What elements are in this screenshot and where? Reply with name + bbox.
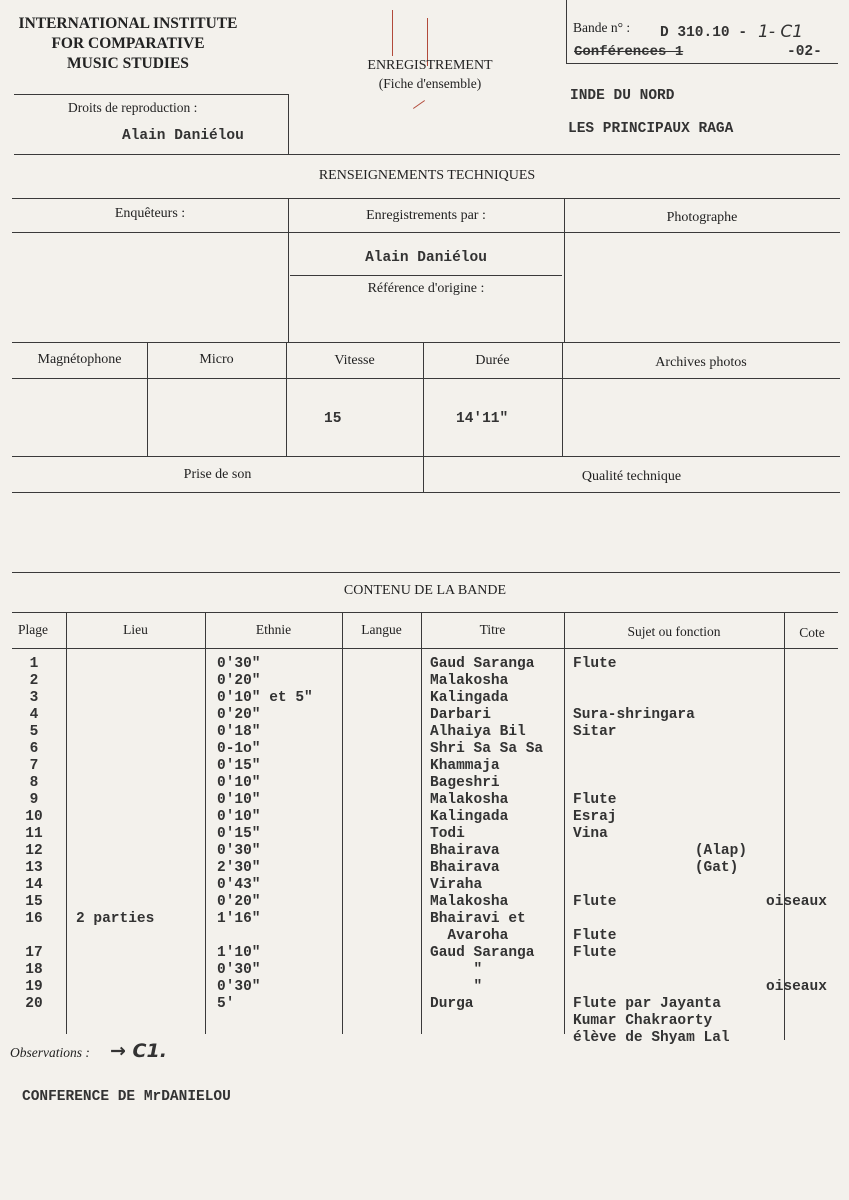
list-item: 7 [29, 758, 39, 774]
list-item: 0'20" [217, 673, 261, 689]
list-item: 9 [29, 792, 39, 808]
list-item: 1'10" [217, 945, 261, 961]
list-item: (Alap) [573, 843, 748, 859]
list-item [573, 979, 783, 996]
sound-capture-label: Prise de son [183, 467, 252, 482]
list-item: Flute [573, 656, 617, 672]
list-item [766, 826, 840, 843]
duration-value: 14'11" [456, 411, 509, 427]
list-item: 10 [25, 809, 43, 825]
ethnie-column [217, 656, 342, 1013]
list-item: Khammaja [430, 758, 500, 774]
subject-line2: LES PRINCIPAUX RAGA [568, 121, 734, 137]
tech-quality-label: Qualité technique [581, 469, 682, 484]
lieu-column [76, 656, 204, 1013]
tape-number: D 310.10 - [660, 25, 748, 41]
list-item: 12 [25, 843, 43, 859]
list-item: " [430, 962, 483, 978]
list-item: 2'30" [217, 860, 261, 876]
list-item [76, 928, 204, 945]
cote-column [766, 656, 840, 1013]
list-item: 0'30" [217, 979, 261, 995]
list-item: Flute par Jayanta [573, 996, 721, 1012]
list-item [76, 979, 204, 996]
tape-hand-number: 1- C1 [758, 22, 804, 42]
form-title-text: ENREGISTREMENT [367, 58, 493, 73]
observations-label: Observations : [10, 1045, 90, 1060]
list-item: Malakosha [430, 792, 509, 808]
list-item: 1 [29, 656, 39, 672]
list-item [766, 690, 840, 707]
speed-value: 15 [324, 411, 342, 427]
list-item: 0'30" [217, 843, 261, 859]
list-item: Todi [430, 826, 465, 842]
list-item: 11 [25, 826, 43, 842]
tape-suffix: -02- [787, 44, 822, 60]
plage-column [14, 656, 54, 1013]
list-item: 17 [25, 945, 43, 961]
col-sujet: Sujet ou fonction [627, 624, 721, 639]
list-item: 4 [29, 707, 39, 723]
list-item: 0'10" et 5" [217, 690, 313, 706]
list-item: 2 [29, 673, 39, 689]
list-item [76, 894, 204, 911]
list-item: 8 [29, 775, 39, 791]
list-item: Alhaiya Bil [430, 724, 526, 740]
investigators-label: Enquêteurs : [114, 206, 186, 221]
list-item: 5' [217, 996, 235, 1012]
list-item [573, 877, 783, 894]
list-item: 18 [25, 962, 43, 978]
list-item [573, 775, 783, 792]
list-item: 0'30" [217, 656, 261, 672]
tape-label: Bande n° : [573, 20, 631, 35]
list-item: 0'10" [217, 809, 261, 825]
list-item: Malakosha [430, 673, 509, 689]
list-item: oiseaux [766, 979, 827, 995]
list-item: (Gat) [573, 860, 739, 876]
list-item: Sura-shringara [573, 707, 695, 723]
list-item: Kalingada [430, 809, 509, 825]
sujet-column [573, 656, 783, 1047]
institute-line3: MUSIC STUDIES [67, 55, 189, 72]
institute-line1: INTERNATIONAL INSTITUTE [18, 15, 238, 32]
rights-label: Droits de reproduction : [68, 100, 198, 115]
list-item: 1'16" [217, 911, 261, 927]
col-cote: Cote [799, 625, 825, 640]
list-item: Bageshri [430, 775, 500, 791]
list-item [573, 673, 783, 690]
list-item: Bhairava [430, 860, 500, 876]
list-item [76, 673, 204, 690]
list-item [76, 656, 204, 673]
list-item: 20 [25, 996, 43, 1012]
list-item: Gaud Saranga [430, 656, 535, 672]
list-item [76, 707, 204, 724]
contents-heading: CONTENU DE LA BANDE [343, 583, 507, 598]
list-item: Malakosha [430, 894, 509, 910]
list-item: élève de Shyam Lal [573, 1030, 730, 1046]
list-item [573, 758, 783, 775]
list-item [766, 860, 840, 877]
list-item: Shri Sa Sa Sa [430, 741, 544, 757]
list-item [573, 690, 783, 707]
list-item [766, 741, 840, 758]
list-item [76, 877, 204, 894]
list-item: 6 [29, 741, 39, 757]
form-title [320, 58, 540, 92]
list-item [76, 690, 204, 707]
photographer-label: Photographe [666, 210, 738, 225]
list-item [76, 741, 204, 758]
list-item [766, 656, 840, 673]
list-item [766, 758, 840, 775]
list-item [766, 945, 840, 962]
list-item [76, 758, 204, 775]
list-item: Bhairava [430, 843, 500, 859]
institute-line2: FOR COMPARATIVE [51, 35, 205, 52]
list-item: oiseaux [766, 894, 827, 910]
list-item [766, 962, 840, 979]
form-subtitle: (Fiche d'ensemble) [378, 76, 482, 91]
list-item: 0'10" [217, 792, 261, 808]
tech-heading: RENSEIGNEMENTS TECHNIQUES [318, 168, 536, 183]
col-lieu: Lieu [123, 622, 148, 637]
observations-text: CONFERENCE DE MrDANIELOU [22, 1089, 231, 1105]
list-item: 0'43" [217, 877, 261, 893]
list-item: Viraha [430, 877, 483, 893]
list-item: Esraj [573, 809, 617, 825]
col-langue: Langue [361, 622, 402, 637]
list-item: 0'15" [217, 826, 261, 842]
list-item: Kumar Chakraorty [573, 1013, 713, 1029]
photo-archives-label: Archives photos [655, 355, 747, 370]
tape-struck-label: Conférences 1 [574, 44, 684, 60]
list-item: " [430, 979, 483, 995]
list-item [76, 843, 204, 860]
list-item: Avaroha [430, 928, 509, 944]
list-item [766, 996, 840, 1013]
list-item [766, 877, 840, 894]
list-item: Kalingada [430, 690, 509, 706]
institute-name [14, 14, 242, 74]
rights-value: Alain Daniélou [122, 128, 244, 144]
list-item: Gaud Saranga [430, 945, 535, 961]
origin-ref-label: Référence d'origine : [367, 281, 485, 296]
subject-line1: INDE DU NORD [570, 88, 675, 104]
list-item: 0'20" [217, 707, 261, 723]
list-item: 14 [25, 877, 43, 893]
list-item [76, 945, 204, 962]
list-item: 0'20" [217, 894, 261, 910]
list-item [76, 775, 204, 792]
list-item [76, 962, 204, 979]
list-item: 19 [25, 979, 43, 995]
list-item [766, 673, 840, 690]
list-item [766, 724, 840, 741]
list-item: 0'15" [217, 758, 261, 774]
recorded-by-label: Enregistrements par : [366, 208, 486, 223]
list-item [573, 962, 783, 979]
list-item: Bhairavi et [430, 911, 526, 927]
list-item [573, 741, 783, 758]
duration-label: Durée [475, 353, 510, 368]
list-item: 16 [25, 911, 43, 927]
list-item [76, 792, 204, 809]
list-item [766, 792, 840, 809]
red-tick [413, 100, 425, 109]
observations-hand: → C1. [110, 1040, 167, 1062]
list-item [766, 809, 840, 826]
list-item [76, 724, 204, 741]
list-item: 0'18" [217, 724, 261, 740]
list-item [14, 928, 54, 945]
recorder-label: Magnétophone [37, 352, 122, 367]
col-plage: Plage [18, 622, 48, 637]
list-item: 2 parties [76, 911, 155, 927]
list-item: 0'10" [217, 775, 261, 791]
list-item: Flute [573, 945, 617, 961]
red-mark-1 [392, 10, 393, 56]
list-item [573, 911, 783, 928]
col-titre: Titre [479, 622, 506, 637]
list-item [766, 775, 840, 792]
list-item: Darbari [430, 707, 491, 723]
list-item [766, 911, 840, 928]
list-item: Vina [573, 826, 608, 842]
list-item [76, 996, 204, 1013]
list-item [766, 928, 840, 945]
list-item: Sitar [573, 724, 617, 740]
list-item: Flute [573, 928, 617, 944]
col-ethnie: Ethnie [255, 622, 292, 637]
list-item: 0'30" [217, 962, 261, 978]
list-item: Flute [573, 792, 617, 808]
list-item: 3 [29, 690, 39, 706]
micro-label: Micro [199, 352, 234, 367]
list-item [217, 928, 342, 945]
recorded-by-value: Alain Daniélou [365, 250, 487, 266]
list-item [76, 826, 204, 843]
list-item [766, 843, 840, 860]
list-item: 0-1o" [217, 741, 261, 757]
list-item: Flute [573, 894, 617, 910]
list-item [76, 809, 204, 826]
list-item [766, 707, 840, 724]
titre-column [430, 656, 564, 1013]
list-item: Durga [430, 996, 474, 1012]
list-item: 13 [25, 860, 43, 876]
list-item [76, 860, 204, 877]
speed-label: Vitesse [334, 353, 375, 368]
list-item: 15 [25, 894, 43, 910]
list-item: 5 [29, 724, 39, 740]
